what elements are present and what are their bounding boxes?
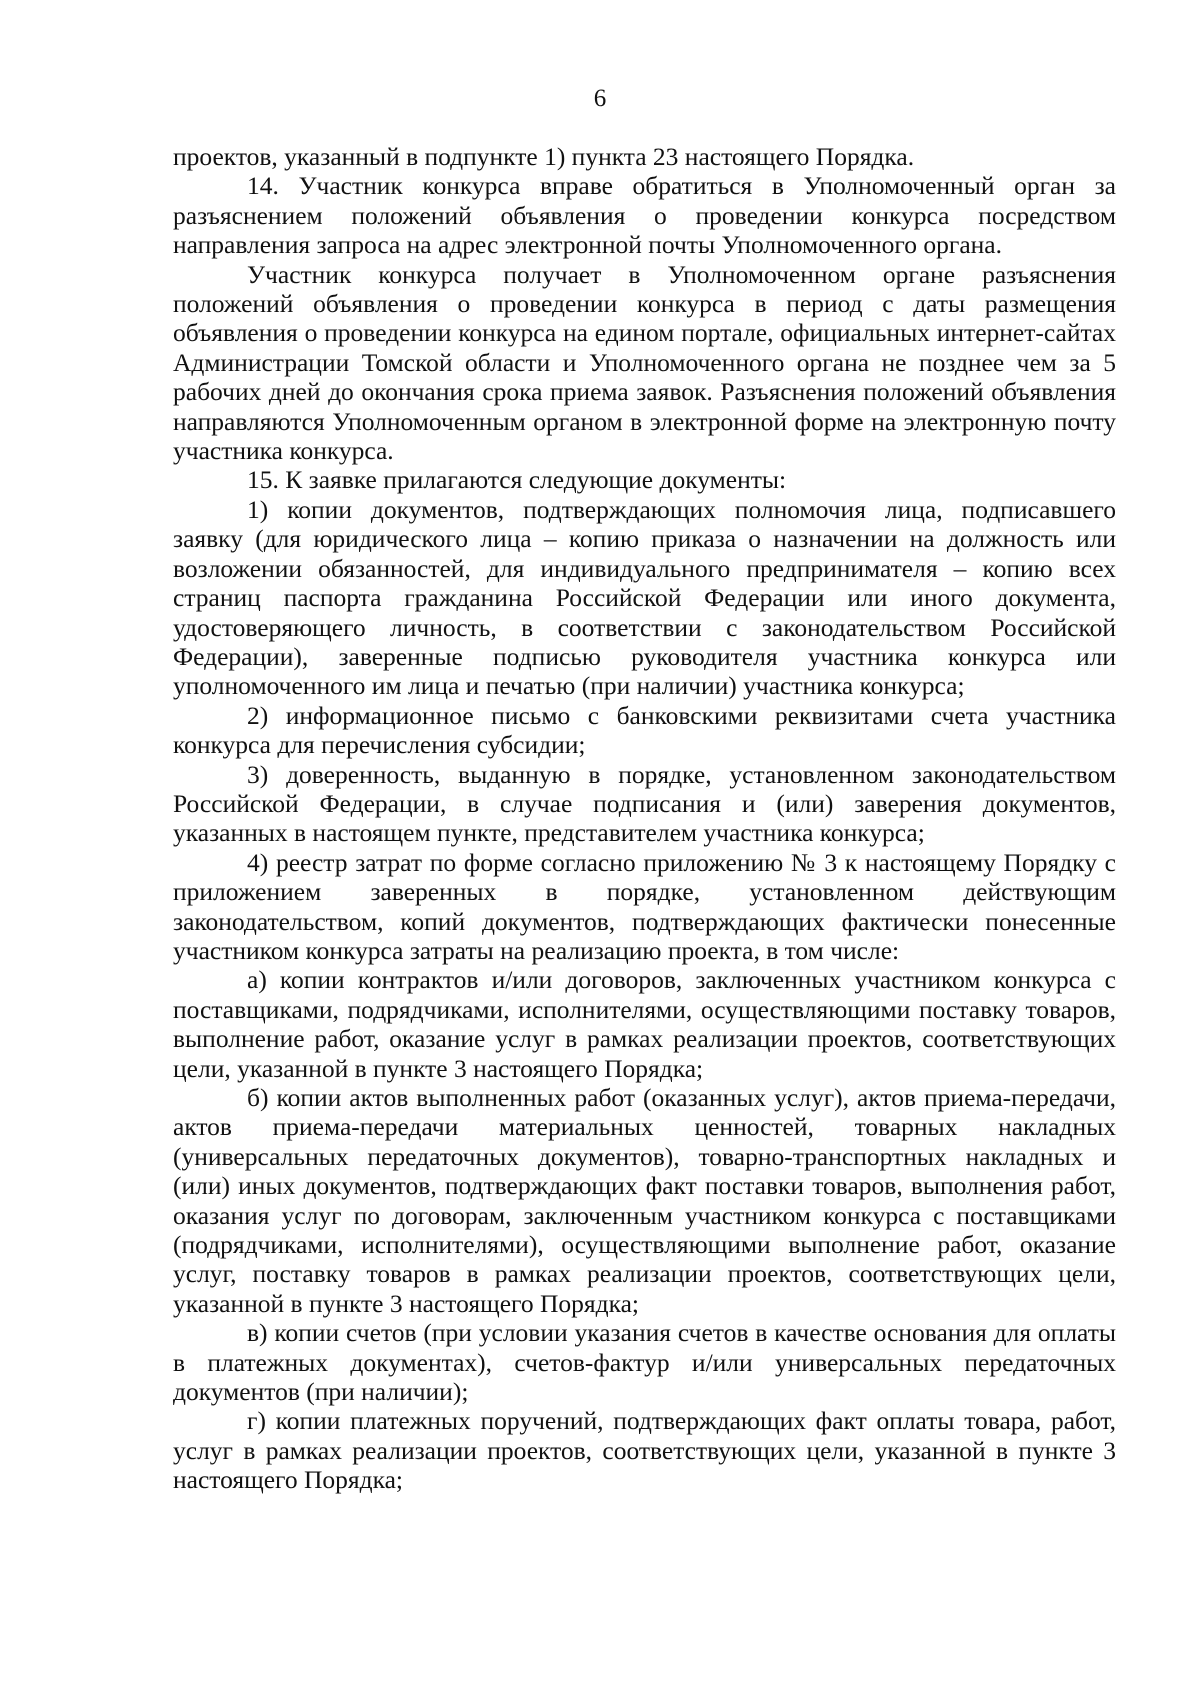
sub-item-a: а) копии контрактов и/или договоров, заключенных участником конкурса с поставщиками, подрядчиками, исполнителями, осуществляющими поставку товаров, выполнение работ, оказание услуг в рамках реализации проектов, соответствующих цели, указанной в пункте 3 настоящего Порядка; <box>173 965 1116 1083</box>
paragraph-item-14: 14. Участник конкурса вправе обратиться в Уполномоченный орган за разъяснением положений объявления о проведении конкурса посредством направления запроса на адрес электронной почты Уполномоченного органа. <box>173 171 1116 260</box>
paragraph-item-15: 15. К заявке прилагаются следующие документы: <box>247 465 787 495</box>
list-item-1: 1) копии документов, подтверждающих полномочия лица, подписавшего заявку (для юридического лица – копию приказа о назначении на должность или возложении обязанностей, для индивидуального предпринимателя – копию всех страниц паспорта гражданина Российской Федерации или иного документа, удостоверяющего личность, в соответствии с законодательством Российской Федерации), заверенные подписью руководителя участника конкурса или уполномоченного им лица и печатью (при наличии) участника конкурса; <box>173 494 1116 701</box>
list-item-2: 2) информационное письмо с банковскими реквизитами счета участника конкурса для перечисления субсидии; <box>173 700 1116 760</box>
paragraph-clarification: Участник конкурса получает в Уполномоченном органе разъяснения положений объявления о проведении конкурса в период с даты размещения объявления о проведении конкурса на едином портале, официальных интернет-сайтах Администрации Томской области и Уполномоченного органа не позднее чем за 5 рабочих дней до окончания срока приема заявок. Разъяснения положений объявления направляются Уполномоченным органом в электронной форме на электронную почту участника конкурса. <box>173 259 1116 466</box>
paragraph-continuation: проектов, указанный в подпункте 1) пункта 23 настоящего Порядка. <box>173 142 915 171</box>
page-number: 6 <box>593 85 607 112</box>
document-body <box>173 142 1116 1495</box>
sub-item-g: г) копии платежных поручений, подтверждающих факт оплаты товара, работ, услуг в рамках реализации проектов, соответствующих цели, указанной в пункте 3 настоящего Порядка; <box>173 1406 1116 1495</box>
list-item-4: 4) реестр затрат по форме согласно приложению № 3 к настоящему Порядку с приложением заверенных в порядке, установленном действующим законодательством, копий документов, подтверждающих фактически понесенные участником конкурса затраты на реализацию проекта, в том числе: <box>173 847 1116 965</box>
sub-item-b: б) копии актов выполненных работ (оказанных услуг), актов приема-передачи, актов приема-передачи материальных ценностей, товарных накладных (универсальных передаточных документов), товарно-транспортных накладных и (или) иных документов, подтверждающих факт поставки товаров, выполнения работ, оказания услуг по договорам, заключенным участником конкурса с поставщиками (подрядчиками, исполнителями), осуществляющими выполнение работ, оказание услуг, поставку товаров в рамках реализации проектов, соответствующих цели, указанной в пункте 3 настоящего Порядка; <box>173 1083 1116 1318</box>
list-item-3: 3) доверенность, выданную в порядке, установленном законодательством Российской Федерации, в случае подписания и (или) заверения документов, указанных в настоящем пункте, представителем участника конкурса; <box>173 759 1116 848</box>
sub-item-v: в) копии счетов (при условии указания счетов в качестве основания для оплаты в платежных документах), счетов-фактур и/или универсальных передаточных документов (при наличии); <box>173 1318 1116 1407</box>
